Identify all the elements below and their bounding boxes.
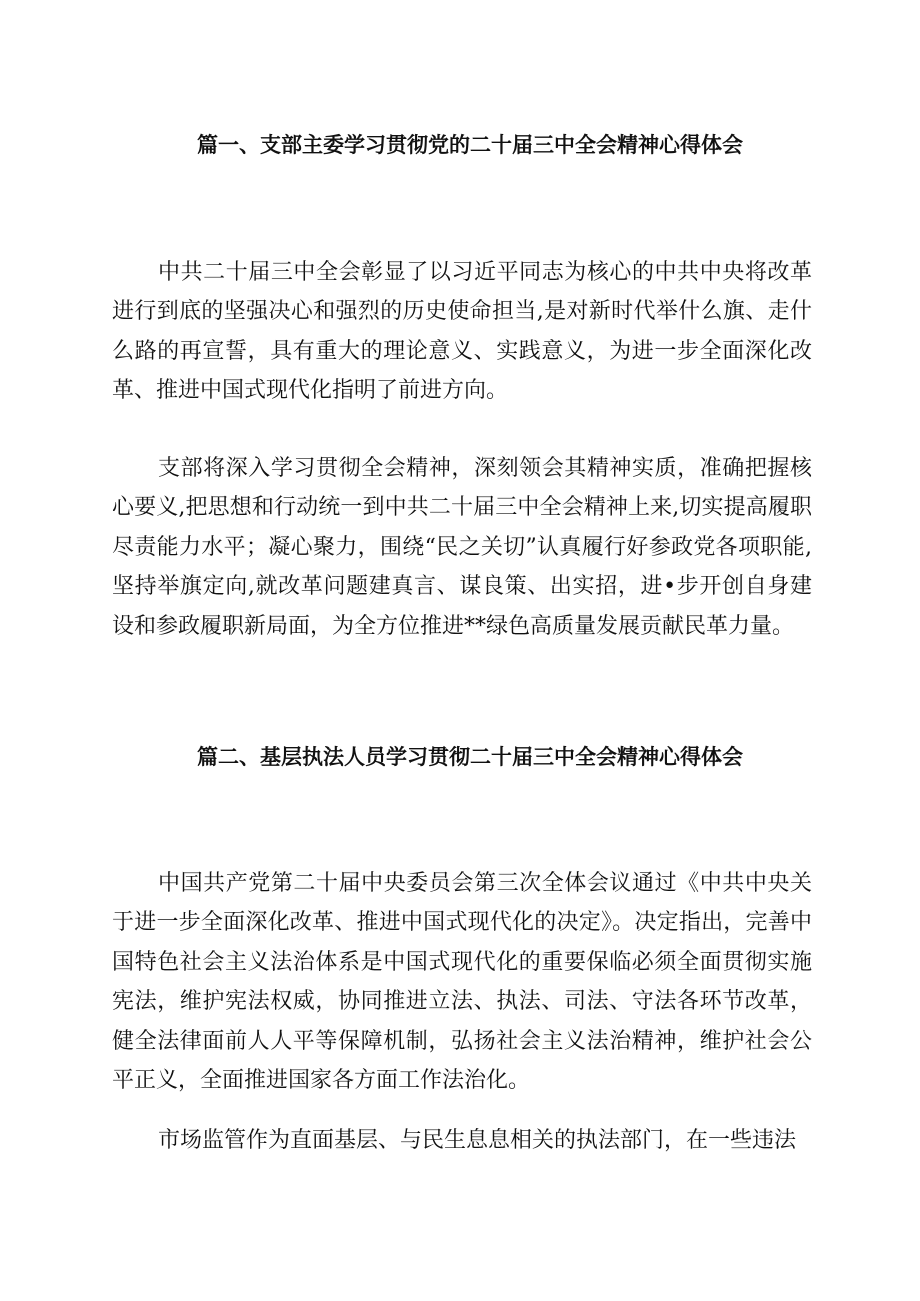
section-2-title: 篇二、基层执法人员学习贯彻二十届三中全会精神心得体会 (197, 745, 743, 769)
section-1-paragraph-1: 中共二十届三中全会彰显了以习近平同志为核心的中共中央将改革进行到底的坚强决心和强烈的历史使命担当,是对新时代举什么旗、走什么路的再宣誓，具有重大的理论意义、实践意义，为进一步全面深化改革、推进中国式现代化指明了前进方向。 (112, 260, 812, 404)
section-1-paragraph-2: 支部将深入学习贯彻全会精神，深刻领会其精神实质，准确把握核心要义,把思想和行动统一到中共二十届三中全会精神上来,切实提高履职尽责能力水平；凝心聚力，围绕“民之关切”认真履行好参政党各项职能,坚持举旗定向,就改革问题建真言、谋良策、出实招，进•步开创自身建设和参政履职新局面，为全方位推进**绿色高质量发展贡献民革力量。 (112, 456, 812, 639)
section-1-title: 篇一、支部主委学习贯彻党的二十届三中全会精神心得体会 (197, 133, 743, 157)
section-2-paragraph-2: 市场监管作为直面基层、与民生息息相关的执法部门，在一些违法 (158, 1128, 797, 1153)
section-2-paragraph-1: 中国共产党第二十届中央委员会第三次全体会议通过《中共中央关于进一步全面深化改革、推进中国式现代化的决定》。决定指出，完善中国特色社会主义法治体系是中国式现代化的重要保临必须全面贯彻实施宪法，维护宪法权威，协同推进立法、执法、司法、守法各环节改革，健全法律面前人人平等保障机制，弘扬社会主义法治精神，维护社会公平正义，全面推进国家各方面工作法治化。 (112, 871, 812, 1094)
